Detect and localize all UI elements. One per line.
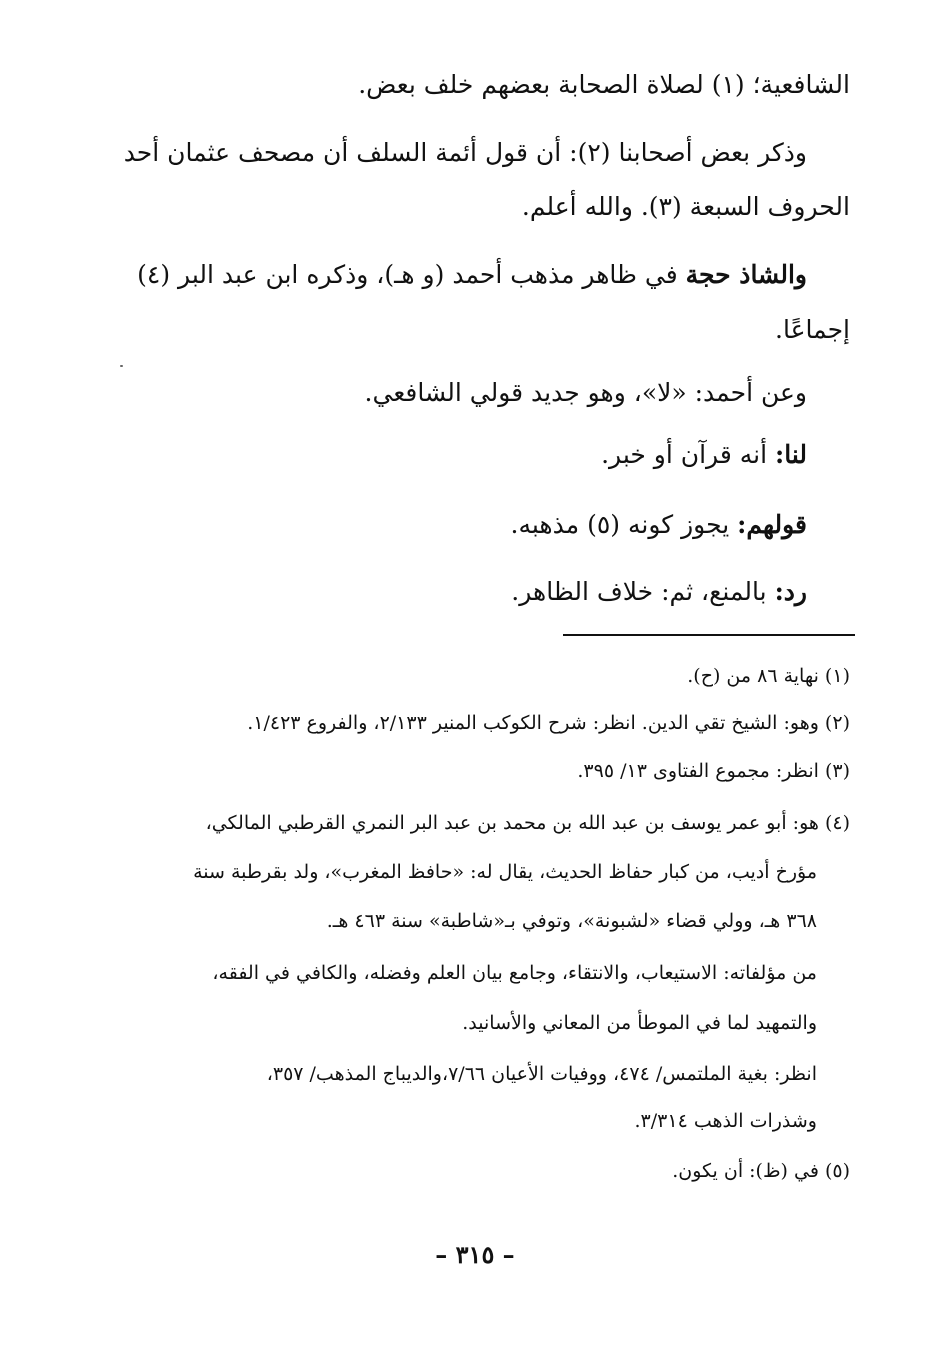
body-line-3: الحروف السبعة (٣). والله أعلم. bbox=[521, 192, 850, 221]
footnote-5: (٥) في (ظ): أن يكون. bbox=[672, 1160, 850, 1182]
footnote-4-line-2: مؤرخ أديب، من كبار حفاظ الحديث، يقال له: «حافظ المغرب»، ولد بقرطبة سنة bbox=[193, 861, 817, 883]
term-lana: لنا: bbox=[774, 440, 807, 469]
body-line-8 bbox=[511, 510, 807, 539]
body-line-7 bbox=[601, 440, 807, 469]
body-line-2: وذكر بعض أصحابنا (٢): أن قول أئمة السلف أن مصحف عثمان أحد bbox=[123, 138, 807, 167]
footnote-2: (٢) وهو: الشيخ تقي الدين. انظر: شرح الكوكب المنير ٢/١٣٣، والفروع ١/٤٢٣. bbox=[247, 712, 850, 734]
body-line-9 bbox=[511, 577, 807, 606]
body-line-9-text: بالمنع، ثم: خلاف الظاهر. bbox=[511, 577, 775, 606]
body-line-4 bbox=[137, 260, 807, 289]
footnote-4-line-3: ٣٦٨ هـ، وولي قضاء «لشبونة»، وتوفي بـ«شاطبة» سنة ٤٦٣ هـ. bbox=[326, 910, 817, 932]
body-line-7-text: أنه قرآن أو خبر. bbox=[601, 440, 775, 469]
footnote-4-line-1: (٤) هو: أبو عمر يوسف بن عبد الله بن محمد بن عبد البر النمري القرطبي المالكي، bbox=[205, 812, 850, 834]
term-radd: رد: bbox=[774, 577, 807, 606]
body-line-1: الشافعية؛ (١) لصلاة الصحابة بعضهم خلف بعض. bbox=[358, 70, 850, 99]
term-shadh-hujja: والشاذ حجة bbox=[685, 260, 807, 289]
footnote-4-line-6: انظر: بغية الملتمس/ ٤٧٤، ووفيات الأعيان ٧/٦٦،والديباج المذهب/ ٣٥٧، bbox=[266, 1063, 817, 1085]
footnote-3: (٣) انظر: مجموع الفتاوى ١٣/ ٣٩٥. bbox=[577, 760, 850, 782]
scan-speck bbox=[120, 365, 123, 367]
footnote-4-line-5: والتمهيد لما في الموطأ من المعاني والأسانيد. bbox=[462, 1012, 817, 1034]
body-line-6: وعن أحمد: «لا»، وهو جديد قولي الشافعي. bbox=[364, 378, 807, 407]
page-number: – ٣١٥ – bbox=[435, 1240, 515, 1269]
term-qawluhum: قولهم: bbox=[737, 510, 807, 539]
body-line-5: إجماعًا. bbox=[775, 315, 850, 344]
footnote-4-line-4: من مؤلفاته: الاستيعاب، والانتقاء، وجامع بيان العلم وفضله، والكافي في الفقه، bbox=[212, 962, 817, 984]
footnote-4-line-7: وشذرات الذهب ٣/٣١٤. bbox=[634, 1110, 817, 1132]
body-line-4-text: في ظاهر مذهب أحمد (و هـ)، وذكره ابن عبد البر (٤) bbox=[137, 260, 686, 289]
body-line-8-text: يجوز كونه (٥) مذهبه. bbox=[510, 510, 738, 539]
footnote-separator bbox=[563, 634, 855, 636]
footnote-1: (١) نهاية ٨٦ من (ح). bbox=[687, 665, 850, 687]
